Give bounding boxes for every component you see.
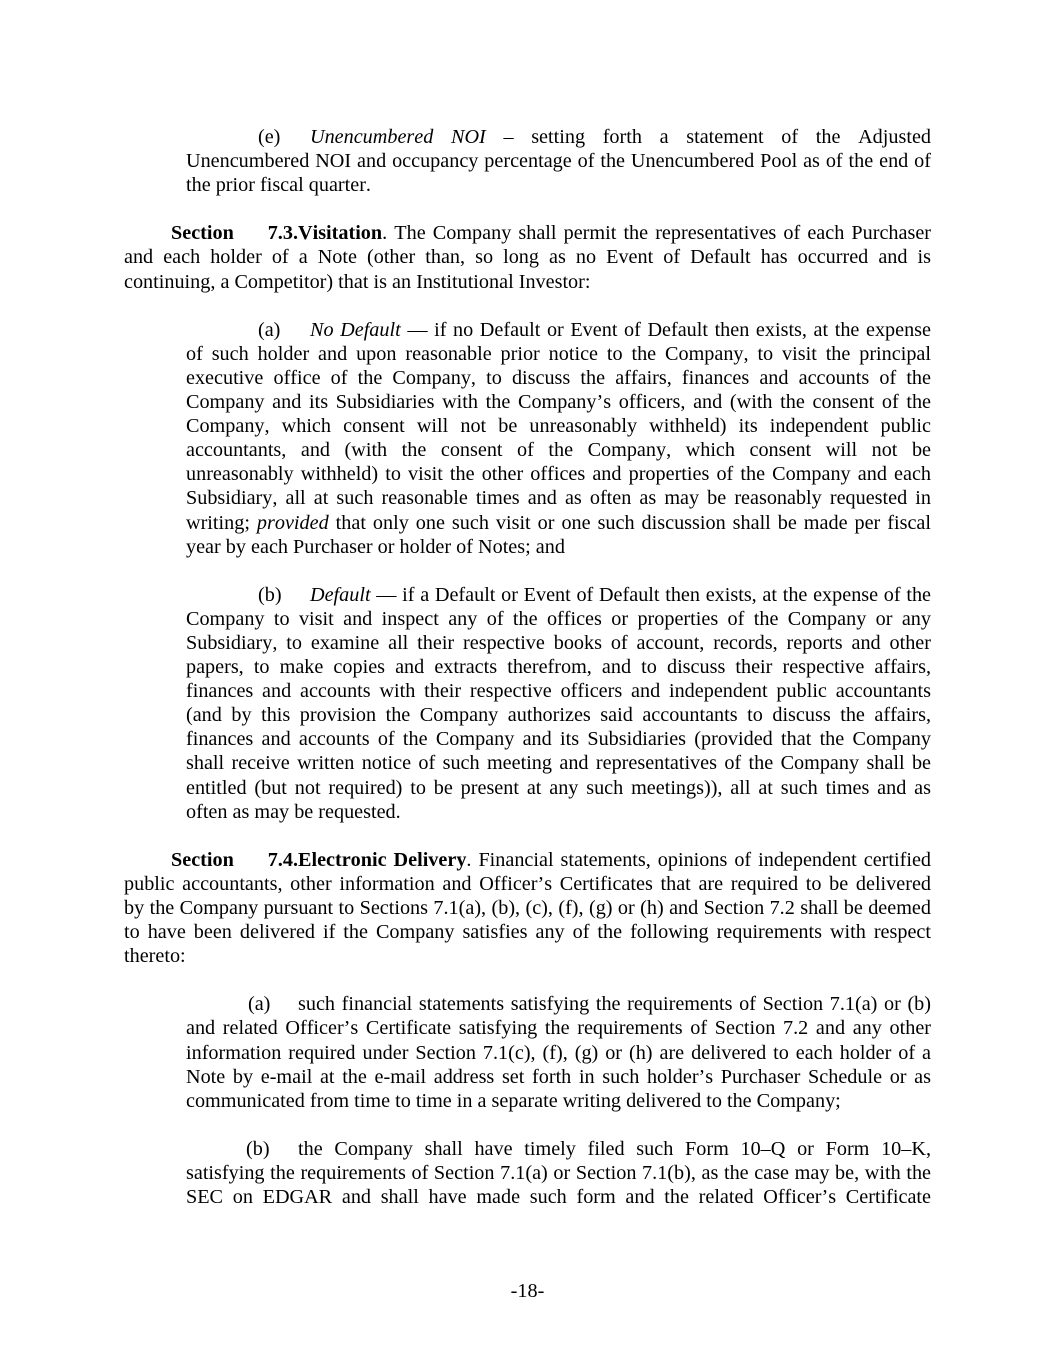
text-segment: — if no Default or Event of Default then exists, at the expense [400, 318, 931, 341]
text-line: Company, which consent will not be unreasonably withheld) its independent public [186, 415, 931, 438]
item-title: No Default [310, 318, 401, 341]
text-line: executive office of the Company, to discuss the affairs, finances and accounts of the [186, 366, 931, 389]
section-number: Section 7.3. [171, 222, 298, 245]
item-title: Default [310, 583, 371, 606]
text-line: accountants, and (with the consent of the Company, which consent will not be [186, 439, 931, 462]
text-line: papers, to make copies and extracts therefrom, and to discuss their respective affairs, [186, 656, 931, 679]
text-line: Subsidiary, all at such reasonable times and as often as may be reasonably requested in [186, 487, 931, 510]
item-label: (b) [246, 1137, 270, 1160]
text-line: Unencumbered NOI and occupancy percentage of the Unencumbered Pool as of the end of [186, 150, 931, 173]
text-line: by the Company pursuant to Sections 7.1(a), (b), (c), (f), (g) or (h) and Section 7.2 shall be deemed [124, 897, 931, 919]
text-line [186, 511, 931, 535]
text-segment: the Company shall have timely filed such Form 10–Q or Form 10–K, [298, 1137, 931, 1160]
section-number: Section 7.4. [171, 848, 298, 871]
document-body [124, 125, 931, 1209]
text-segment: – setting forth a statement of the Adjusted [485, 126, 931, 148]
item-label: (a) [258, 318, 281, 341]
text-line: Company to visit and inspect any of the offices or properties of the Company or any [186, 607, 931, 630]
paragraph-first-line [186, 583, 931, 607]
page-number: -18- [510, 1280, 545, 1302]
paragraph-first-line [186, 125, 931, 149]
text-line: year by each Purchaser or holder of Notes; and [186, 535, 565, 558]
paragraph-e-unencumbered-noi [186, 125, 931, 197]
paragraph-first-line [124, 221, 931, 245]
text-line: unreasonably withheld) to visit the other offices and properties of the Company and each [186, 463, 931, 486]
text-line: finances and accounts of the Company and its Subsidiaries (provided that the Company [186, 728, 931, 751]
section-title: Electronic Delivery [298, 848, 467, 871]
text-line: shall receive written notice of such meeting and representatives of the Company shall be [186, 752, 931, 775]
paragraph-first-line [186, 1137, 931, 1161]
section-title: Visitation [298, 222, 383, 245]
text-line: (and by this provision the Company authorizes said accountants to discuss the affairs, [186, 704, 931, 727]
text-line: continuing, a Competitor) that is an Institutional Investor: [124, 270, 591, 293]
text-segment: . Financial statements, opinions of independent certified [466, 848, 931, 871]
paragraph-first-line [124, 848, 931, 872]
paragraph-7-3-b-default [186, 583, 931, 824]
text-line: and each holder of a Note (other than, so long as no Event of Default has occurred and is [124, 246, 931, 269]
paragraph-7-4-a [186, 992, 931, 1112]
section-7-4-electronic-delivery [124, 848, 931, 968]
paragraph-7-3-a-no-default [186, 318, 931, 559]
paragraph-first-line [186, 992, 931, 1016]
provided-emphasis: provided [256, 511, 329, 534]
text-line: finances and accounts with their respective officers and independent public accountants [186, 680, 931, 703]
paragraph-7-4-b [186, 1137, 931, 1209]
text-segment: that only one such visit or one such discussion shall be made per fiscal [328, 511, 931, 534]
text-line: thereto: [124, 945, 186, 968]
text-segment: — if a Default or Event of Default then exists, at the expense of the [370, 583, 931, 606]
text-line: information required under Section 7.1(c), (f), (g) or (h) are delivered to each holder of a [186, 1041, 931, 1064]
section-7-3-visitation [124, 221, 931, 293]
text-segment: . The Company shall permit the representatives of each Purchaser [382, 222, 931, 245]
text-line: public accountants, other information and Officer’s Certificates that are required to be delivered [124, 872, 931, 895]
text-line: of such holder and upon reasonable prior notice to the Company, to visit the principal [186, 342, 931, 365]
item-title: Unencumbered NOI [310, 126, 486, 148]
item-label: (e) [258, 126, 281, 148]
text-line: SEC on EDGAR and shall have made such form and the related Officer’s Certificate [186, 1186, 931, 1209]
paragraph-first-line [186, 318, 931, 342]
text-line: communicated from time to time in a separate writing delivered to the Company; [186, 1089, 841, 1112]
text-line: Subsidiary, to examine all their respective books of account, records, reports and other [186, 631, 931, 654]
item-label: (b) [258, 583, 282, 606]
text-line: entitled (but not required) to be present at any such meetings)), all at such times and as [186, 776, 931, 799]
text-segment: writing; [186, 511, 257, 534]
text-line: Note by e-mail at the e-mail address set forth in such holder’s Purchaser Schedule or as [186, 1065, 931, 1088]
text-line: to have been delivered if the Company satisfies any of the following requirements with respect [124, 921, 931, 944]
item-label: (a) [248, 993, 271, 1016]
text-segment: such financial statements satisfying the requirements of Section 7.1(a) or (b) [298, 993, 931, 1016]
text-line: satisfying the requirements of Section 7.1(a) or Section 7.1(b), as the case may be, with the [186, 1162, 931, 1185]
text-line: often as may be requested. [186, 800, 401, 823]
text-line: the prior fiscal quarter. [186, 174, 371, 197]
text-line: and related Officer’s Certificate satisfying the requirements of Section 7.2 and any other [186, 1017, 931, 1040]
text-line: Company and its Subsidiaries with the Company’s officers, and (with the consent of the [186, 391, 931, 414]
